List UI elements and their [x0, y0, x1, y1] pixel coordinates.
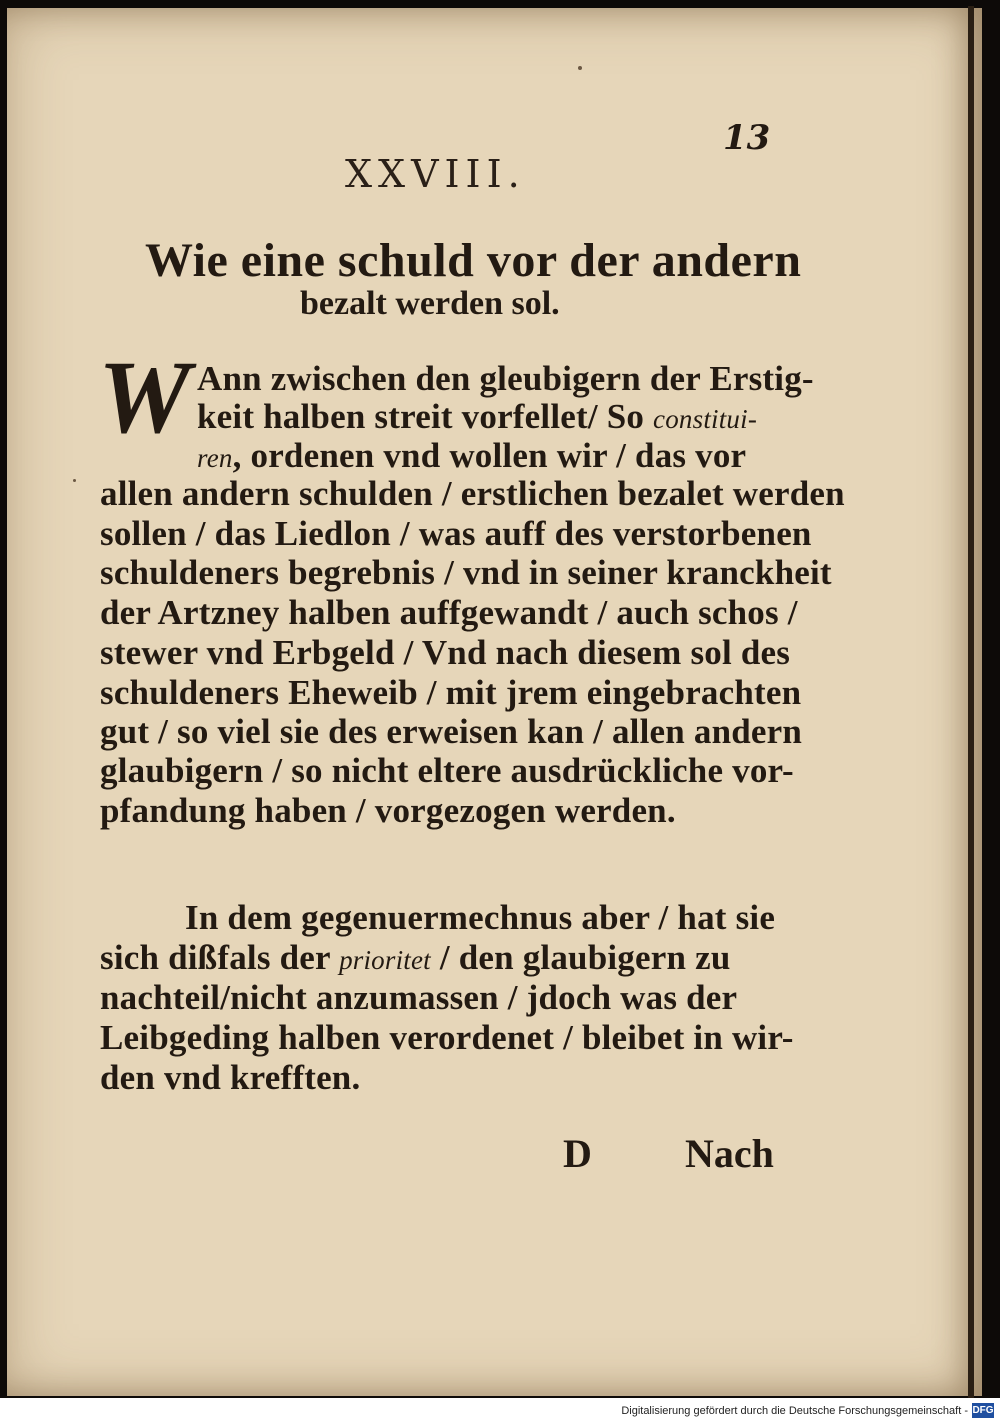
paper-speck — [73, 479, 76, 482]
text-line: der Artzney halben auffgewandt / auch schos / — [100, 593, 798, 632]
page-number: 13 — [723, 118, 771, 158]
text-line: den vnd krefften. — [100, 1058, 361, 1097]
dfg-logo: DFG — [972, 1405, 994, 1416]
text-line: In dem gegenuermechnus aber / hat sie — [185, 898, 776, 937]
italic-latin-word: prioritet — [339, 945, 431, 975]
text-line: glaubigern / so nicht eltere ausdrückliche vor- — [100, 751, 794, 790]
italic-latin-word: ren — [197, 443, 233, 473]
section-heading-line-1: Wie eine schuld vor der andern — [145, 234, 802, 287]
text-line: pfandung haben / vorgezogen werden. — [100, 791, 676, 830]
text-line: Leibgeding halben verordenet / bleibet in wir- — [100, 1018, 794, 1057]
section-heading-line-2: bezalt werden sol. — [300, 285, 560, 322]
text-line: stewer vnd Erbgeld / Vnd nach diesem sol des — [100, 633, 791, 672]
text-line: allen andern schulden / erstlichen bezalet werden — [100, 474, 845, 513]
text-line: sich dißfals der prioritet / den glaubigern zu — [100, 938, 731, 977]
text-line: schuldeners Eheweib / mit jrem eingebrachten — [100, 673, 802, 712]
signature-mark: D — [563, 1131, 592, 1176]
text-line: keit halben streit vorfellet/ So constitui- — [197, 397, 758, 436]
page-edge — [968, 6, 974, 1398]
text-line: nachteil/nicht anzumassen / jdoch was der — [100, 978, 738, 1017]
paper-speck — [578, 66, 582, 70]
text-line: sollen / das Liedlon / was auff des verstorbenen — [100, 514, 812, 553]
chapter-number: XXVIII. — [345, 152, 526, 196]
decorated-initial: W — [98, 340, 191, 455]
text-line: Ann zwischen den gleubigern der Erstig- — [197, 359, 814, 398]
text-line: schuldeners begrebnis / vnd in seiner kranckheit — [100, 553, 832, 592]
italic-latin-word: constitui- — [653, 404, 758, 434]
text-line: gut / so viel sie des erweisen kan / allen andern — [100, 712, 803, 751]
digitization-credit: Digitalisierung gefördert durch die Deutsche Forschungsgemeinschaft - — [621, 1405, 968, 1417]
text-line: ren, ordenen vnd wollen wir / das vor — [197, 436, 747, 475]
catchword: Nach — [685, 1131, 774, 1176]
